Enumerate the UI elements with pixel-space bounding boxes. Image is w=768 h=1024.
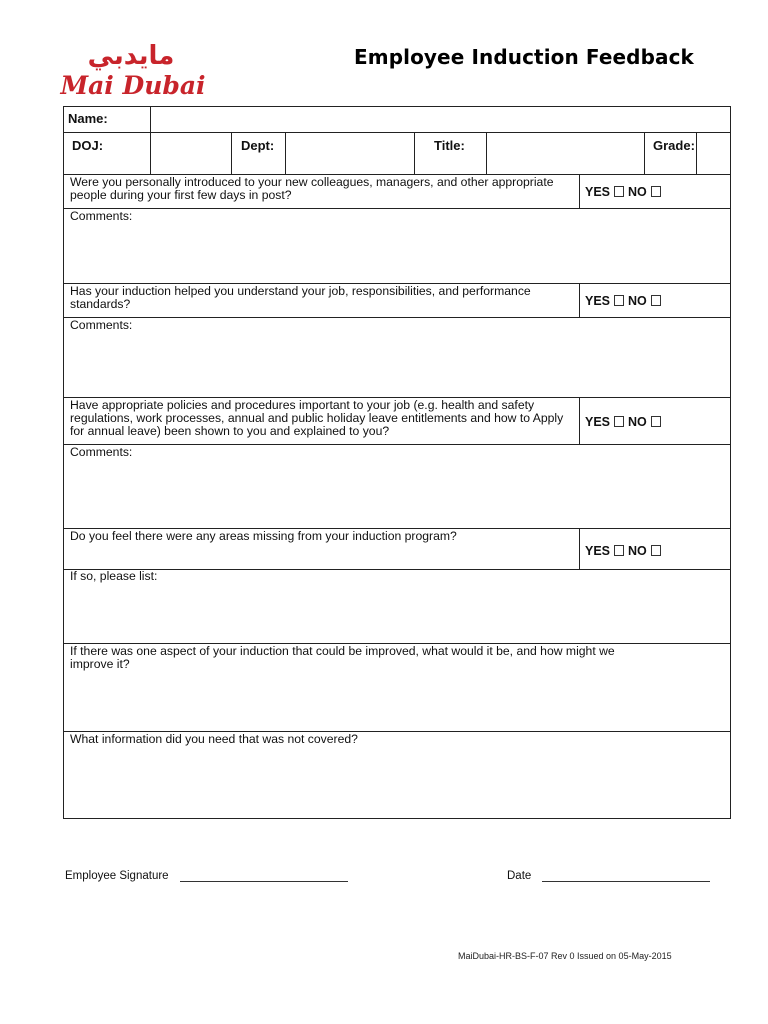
no-label: NO: [628, 415, 647, 429]
yes-no-choice: [585, 185, 665, 199]
doj-label: DOJ:: [72, 138, 104, 153]
comments-box[interactable]: [63, 208, 731, 283]
missing-info-question: What information did you need that was not covered?: [70, 732, 358, 746]
page-title: Employee Induction Feedback: [354, 45, 694, 69]
divider: [579, 175, 580, 208]
yes-checkbox[interactable]: [614, 295, 624, 306]
logo-latin-text: Mai Dubai: [60, 71, 206, 100]
no-label: NO: [628, 185, 647, 199]
date-line[interactable]: [542, 881, 710, 882]
divider: [579, 529, 580, 569]
improvement-question: If there was one aspect of your induction that could be improved, what would it be, and how might we improve it?: [70, 644, 615, 671]
yes-checkbox[interactable]: [614, 416, 624, 427]
no-checkbox[interactable]: [651, 545, 661, 556]
yes-label: YES: [585, 294, 611, 308]
yes-label: YES: [585, 185, 611, 199]
doj-field[interactable]: [151, 133, 231, 174]
divider: [579, 398, 580, 444]
dept-field[interactable]: [286, 133, 414, 174]
signature-label: Employee Signature: [65, 870, 169, 882]
title-label: Title:: [434, 138, 465, 153]
missing-areas-label: If so, please list:: [70, 569, 158, 583]
no-checkbox[interactable]: [651, 416, 661, 427]
comments-box[interactable]: [63, 317, 731, 397]
comments-label: Comments:: [70, 209, 133, 223]
grade-label: Grade:: [653, 138, 695, 153]
yes-no-choice: [585, 294, 665, 308]
question-row: [63, 283, 731, 317]
no-checkbox[interactable]: [651, 295, 661, 306]
question-row: [63, 397, 731, 444]
question-text: Were you personally introduced to your new colleagues, managers, and other appropriate people during your first few days in post?: [70, 175, 554, 202]
yes-label: YES: [585, 415, 611, 429]
yes-checkbox[interactable]: [614, 545, 624, 556]
no-checkbox[interactable]: [651, 186, 661, 197]
induction-feedback-form: [63, 106, 731, 819]
name-field[interactable]: [151, 107, 730, 132]
comments-label: Comments:: [70, 318, 133, 332]
no-label: NO: [628, 294, 647, 308]
date-label: Date: [507, 870, 532, 882]
document-reference: MaiDubai-HR-BS-F-07 Rev 0 Issued on 05-May-2015: [458, 951, 672, 961]
name-label: Name:: [68, 111, 108, 126]
question-row: [63, 174, 731, 208]
name-row: [63, 106, 731, 132]
signature-line[interactable]: [180, 881, 348, 882]
mai-dubai-logo: [55, 38, 207, 102]
details-row: [63, 132, 731, 174]
question-text: Have appropriate policies and procedures important to your job (e.g. health and safety regulations, work processes, annual and public holiday leave entitlements and how to Apply for annual leave) been shown to you and explained to you?: [70, 398, 564, 438]
logo-arabic-text: مايدبي: [87, 41, 175, 71]
divider: [414, 133, 415, 174]
no-label: NO: [628, 544, 647, 558]
question-text: Has your induction helped you understand your job, responsibilities, and performance standards?: [70, 284, 531, 311]
logo-graphic: [55, 38, 207, 102]
comments-box[interactable]: [63, 444, 731, 528]
question-text: Do you feel there were any areas missing from your induction program?: [70, 529, 457, 543]
title-field[interactable]: [487, 133, 644, 174]
missing-info-box[interactable]: [63, 731, 731, 819]
yes-label: YES: [585, 544, 611, 558]
yes-checkbox[interactable]: [614, 186, 624, 197]
divider: [231, 133, 232, 174]
yes-no-choice: [585, 415, 665, 429]
improvement-box[interactable]: [63, 643, 731, 731]
missing-areas-box[interactable]: [63, 569, 731, 643]
divider: [579, 284, 580, 317]
divider: [644, 133, 645, 174]
grade-field[interactable]: [697, 133, 730, 174]
yes-no-choice: [585, 544, 665, 558]
comments-label: Comments:: [70, 445, 133, 459]
dept-label: Dept:: [241, 138, 275, 153]
question-row: [63, 528, 731, 569]
